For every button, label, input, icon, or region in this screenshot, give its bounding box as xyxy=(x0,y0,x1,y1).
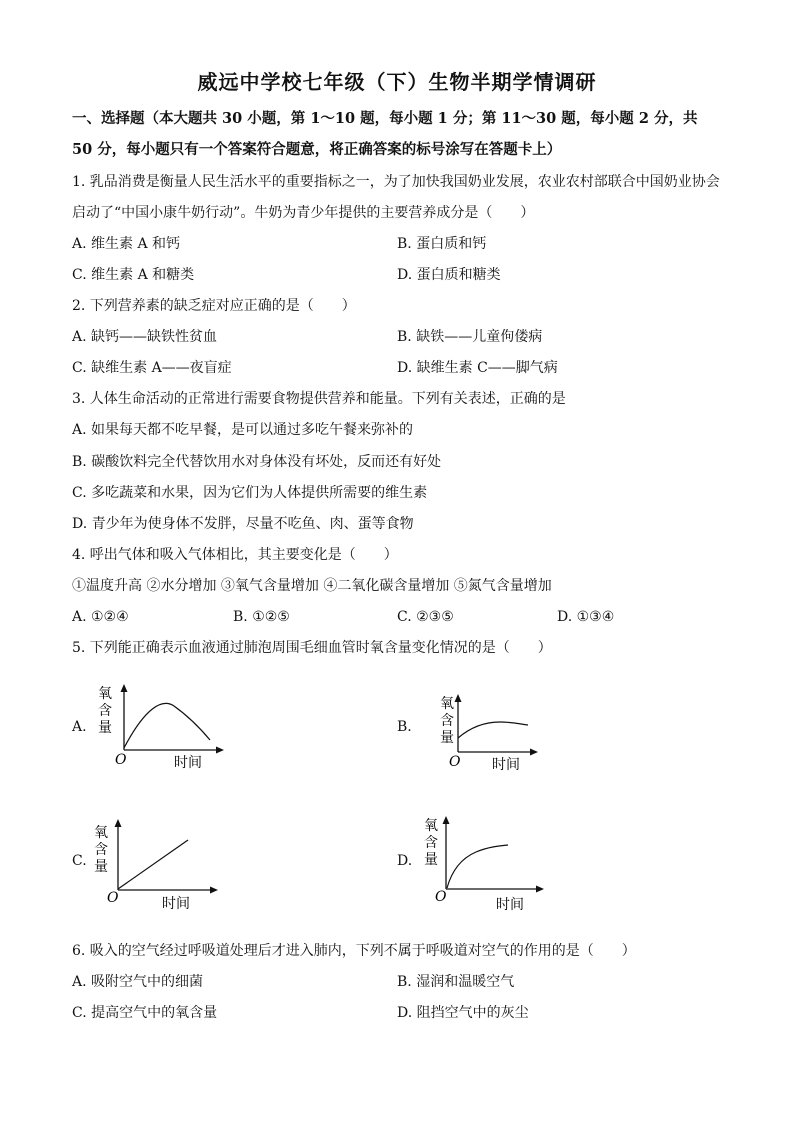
q4-stem: 4. 呼出气体和吸入气体相比，其主要变化是（ ） xyxy=(72,547,398,563)
q5-c-origin: O xyxy=(107,890,119,906)
q5-d-ylabel-2: 含 xyxy=(424,835,438,851)
q5-c-ylabel-1: 氧 xyxy=(94,825,108,841)
q3-option-c: C. 多吃蔬菜和水果，因为它们为人体提供所需要的维生素 xyxy=(72,485,428,501)
q1-option-b: B. 蛋白质和钙 xyxy=(397,236,487,252)
q3-option-d: D. 青少年为使身体不发胖，尽量不吃鱼、肉、蛋等食物 xyxy=(72,516,414,532)
q5-c-xlabel: 时间 xyxy=(162,896,190,912)
q1-option-c: C. 维生素 A 和糖类 xyxy=(72,267,195,283)
q5-a-origin: O xyxy=(115,752,127,768)
section-instructions-line2: 50 分，每小题只有一个答案符合题意，将正确答案的标号涂写在答题卡上） xyxy=(72,141,562,158)
q5-option-a: A. xyxy=(72,719,87,735)
q5-graph-b xyxy=(434,692,544,777)
q5-c-ylabel-3: 量 xyxy=(94,859,108,875)
q5-option-c: C. xyxy=(72,853,87,869)
q5-b-origin: O xyxy=(449,754,461,770)
q5-a-ylabel-2: 含 xyxy=(98,703,112,719)
q6-option-d: D. 阻挡空气中的灰尘 xyxy=(397,1005,529,1021)
q5-graph-a xyxy=(90,680,230,775)
q2-option-d: D. 缺维生素 C——脚气病 xyxy=(397,360,558,376)
q5-b-ylabel-1: 氧 xyxy=(440,696,454,712)
q5-graph-d xyxy=(420,812,550,915)
q1-option-a: A. 维生素 A 和钙 xyxy=(72,236,181,252)
q6-option-b: B. 湿润和温暖空气 xyxy=(397,974,515,990)
q2-option-b: B. 缺铁——儿童佝偻病 xyxy=(397,329,543,345)
q5-d-xlabel: 时间 xyxy=(496,897,524,913)
q4-option-d: D. ①③④ xyxy=(557,609,615,625)
q5-stem: 5. 下列能正确表示血液通过肺泡周围毛细血管时氧含量变化情况的是（ ） xyxy=(72,640,552,656)
q5-d-origin: O xyxy=(435,889,447,905)
q2-option-a: A. 缺钙——缺铁性贫血 xyxy=(72,329,218,345)
q4-option-b: B. ①②⑤ xyxy=(233,609,290,625)
section-instructions-line1: 一、选择题（本大题共 30 小题，第 1～10 题，每小题 1 分；第 11～30 题，每小题 2 分，共 xyxy=(72,110,698,127)
page-title: 威远中学校七年级（下）生物半期学情调研 xyxy=(197,70,597,94)
q1-stem-line1: 1. 乳品消费是衡量人民生活水平的重要指标之一，为了加快我国奶业发展，农业农村部联合中国奶业协会 xyxy=(72,174,720,190)
q6-option-c: C. 提高空气中的氧含量 xyxy=(72,1005,218,1021)
q5-a-ylabel-1: 氧 xyxy=(98,686,112,702)
q1-option-d: D. 蛋白质和糖类 xyxy=(397,267,501,283)
q5-graph-c xyxy=(90,815,230,915)
q5-option-d: D. xyxy=(397,853,413,869)
q4-items: ①温度升高 ②水分增加 ③氧气含量增加 ④二氧化碳含量增加 ⑤氮气含量增加 xyxy=(72,578,552,594)
q5-option-b: B. xyxy=(397,719,412,735)
q5-c-ylabel-2: 含 xyxy=(94,842,108,858)
q5-b-xlabel: 时间 xyxy=(492,757,520,773)
q5-b-ylabel-3: 量 xyxy=(440,730,454,746)
q4-option-a: A. ①②④ xyxy=(72,609,129,625)
q2-stem: 2. 下列营养素的缺乏症对应正确的是（ ） xyxy=(72,298,356,314)
q5-a-xlabel: 时间 xyxy=(174,755,202,771)
q5-a-ylabel-3: 量 xyxy=(98,720,112,736)
q6-stem: 6. 吸入的空气经过呼吸道处理后才进入肺内，下列不属于呼吸道对空气的作用的是（ ） xyxy=(72,943,636,959)
q5-d-ylabel-3: 量 xyxy=(424,852,438,868)
q5-d-ylabel-1: 氧 xyxy=(424,818,438,834)
q4-option-c: C. ②③⑤ xyxy=(397,609,454,625)
q5-b-ylabel-2: 含 xyxy=(440,713,454,729)
q2-option-c: C. 缺维生素 A——夜盲症 xyxy=(72,360,232,376)
q6-option-a: A. 吸附空气中的细菌 xyxy=(72,974,204,990)
q3-stem: 3. 人体生命活动的正常进行需要食物提供营养和能量。下列有关表述，正确的是 xyxy=(72,391,566,407)
q3-option-a: A. 如果每天都不吃早餐，是可以通过多吃午餐来弥补的 xyxy=(72,422,414,438)
q1-stem-line2: 启动了“中国小康牛奶行动”。牛奶为青少年提供的主要营养成分是（ ） xyxy=(72,205,535,221)
q3-option-b: B. 碳酸饮料完全代替饮用水对身体没有坏处，反而还有好处 xyxy=(72,454,442,470)
